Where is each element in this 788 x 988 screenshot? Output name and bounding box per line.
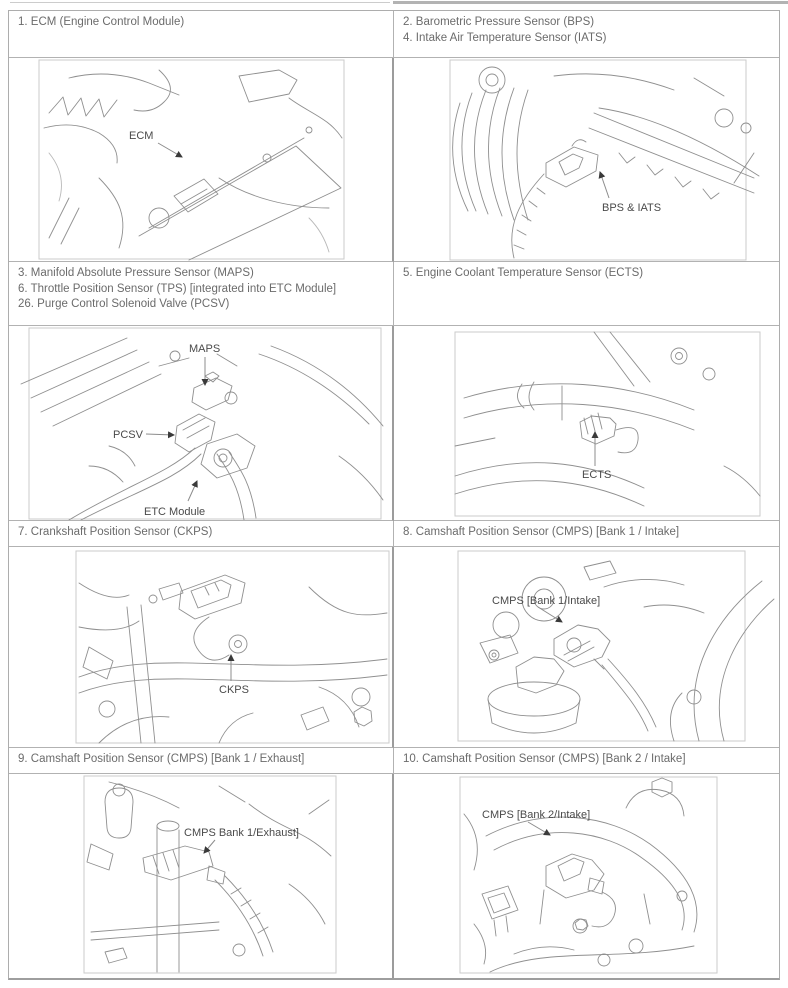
header-line: 2. Barometric Pressure Sensor (BPS): [403, 16, 595, 28]
header-cell-ckps: [9, 521, 394, 547]
header-cell-maps-tps-pcsv: [9, 262, 394, 326]
engine-line-art-light: [49, 153, 329, 252]
header-line: 1. ECM (Engine Control Module): [18, 16, 185, 28]
figure-cmps-b1-intake: [394, 547, 779, 748]
figure-cmps-b2-intake: [394, 774, 779, 978]
figure-frame: [29, 328, 381, 519]
figure-frame: [450, 60, 746, 260]
header-line: 5. Engine Coolant Temperature Sensor (ECTS): [403, 267, 644, 279]
callout-arrow: [600, 172, 609, 198]
callout-label: PCSV: [113, 429, 143, 441]
header-line: 9. Camshaft Position Sensor (CMPS) [Bank 1 / Exhaust]: [18, 753, 305, 765]
header-cell-ects: [394, 262, 779, 326]
engine-line-art: [79, 575, 387, 743]
figure-bps-iats: [394, 58, 779, 262]
callout-label: CMPS Bank 1/Exhaust]: [184, 827, 299, 839]
top-border-fragment-left: [10, 2, 390, 3]
header-cell-cmps-b2-intake: [394, 748, 779, 774]
figure-cell-bps-iats: [394, 58, 779, 262]
engine-line-art: [464, 778, 697, 972]
callout-label: CKPS: [219, 684, 249, 696]
header-cell-bps-iats: [394, 11, 779, 58]
header-cell-cmps-b1-intake: [394, 521, 779, 547]
figure-cell-maps-tps-pcsv: [9, 326, 394, 521]
callout-label: CMPS [Bank 1/Intake]: [492, 595, 601, 607]
engine-line-art: [87, 782, 331, 972]
header-line: 7. Crankshaft Position Sensor (CKPS): [18, 526, 213, 538]
header-line: 6. Throttle Position Sensor (TPS) [integrated into ETC Module]: [18, 282, 337, 295]
callout-label: BPS & IATS: [602, 202, 662, 214]
callout-arrow: [204, 840, 215, 853]
figure-cell-cmps-b1-exhaust: [9, 774, 394, 978]
callout-arrow: [528, 822, 550, 835]
header-line: 3. Manifold Absolute Pressure Sensor (MAPS): [18, 267, 254, 279]
engine-line-art: [453, 67, 759, 258]
figure-maps-tps-pcsv: [9, 326, 394, 521]
header-cell-ecm: [9, 11, 394, 58]
callout-label: ECM: [129, 130, 154, 142]
figure-frame: [458, 551, 745, 741]
callout-arrow: [188, 481, 197, 501]
header-line: 4. Intake Air Temperature Sensor (IATS): [403, 31, 607, 44]
figure-ecm: [9, 58, 394, 262]
figure-ects: [394, 326, 779, 521]
engine-line-art: [480, 561, 774, 741]
component-location-table: [8, 10, 780, 980]
figure-frame: [455, 332, 760, 516]
figure-cell-ckps: [9, 547, 394, 748]
figure-cell-cmps-b1-intake: [394, 547, 779, 748]
header-line: 26. Purge Control Solenoid Valve (PCSV): [18, 298, 230, 310]
header-cell-cmps-b1-exhaust: [9, 748, 394, 774]
figure-frame: [84, 776, 336, 973]
figure-cell-ects: [394, 326, 779, 521]
callout-label: ETC Module: [144, 506, 206, 518]
figure-cmps-b1-exhaust: [9, 774, 394, 978]
callout-arrow: [146, 434, 174, 435]
header-line: 8. Camshaft Position Sensor (CMPS) [Bank 1 / Intake]: [403, 526, 680, 538]
figure-frame: [39, 60, 344, 259]
callout-label: CMPS [Bank 2/Intake]: [482, 809, 591, 821]
engine-line-art: [44, 70, 342, 260]
figure-cell-ecm: [9, 58, 394, 262]
engine-line-art: [21, 338, 383, 520]
figure-cell-cmps-b2-intake: [394, 774, 779, 978]
header-line: 10. Camshaft Position Sensor (CMPS) [Bank 2 / Intake]: [403, 753, 686, 765]
callout-label: ECTS: [582, 469, 612, 481]
figure-frame: [76, 551, 389, 743]
callout-arrow: [158, 143, 182, 157]
figure-ckps: [9, 547, 394, 748]
top-border-fragment-right: [393, 1, 788, 4]
figure-frame: [460, 777, 717, 973]
callout-label: MAPS: [189, 343, 221, 355]
